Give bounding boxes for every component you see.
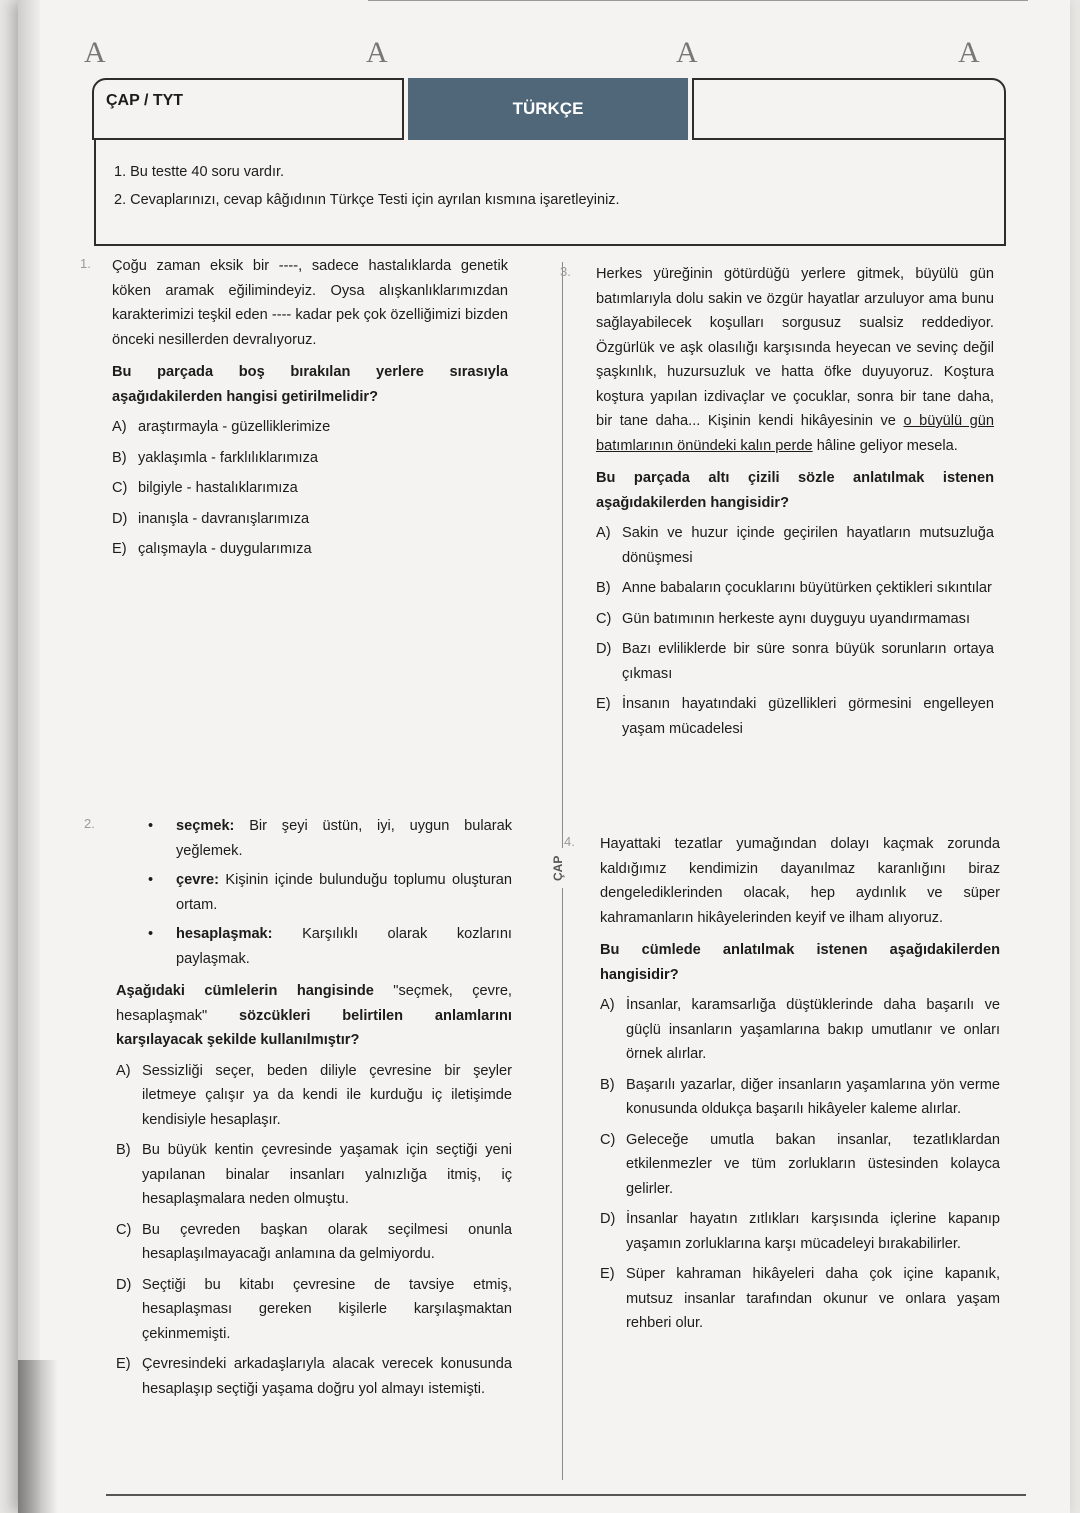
definition-term: hesaplaşmak:: [176, 926, 273, 942]
booklet-letter-3: A: [676, 36, 698, 69]
instruction-2: 2. Cevaplarınızı, cevap kâğıdının Türkçe Testi için ayrılan kısmına işaretleyiniz.: [114, 192, 620, 208]
option-letter: A): [116, 1062, 131, 1079]
option-text: İnsanın hayatındaki güzellikleri görmesini engelleyen yaşam mücadelesi: [622, 696, 994, 737]
question-4-text: Hayattaki tezatlar yumağından dolayı kaçmak zorunda kaldığımız kendimizin dayanılmaz karanlığını biraz dengelediklerinden olacak, hep aydınlık ve süper kahramanların hikâyelerinden keyif ve ilham alıyoruz.: [600, 836, 1000, 926]
definition-item: [144, 868, 512, 917]
answer-option[interactable]: [600, 1262, 1000, 1336]
option-text: Sessizliği seçer, beden diliyle çevresine bir şeyler iletmeye çalışır ya da kendi ile kurduğu iç iletişimde kendisiyle hesaplaşır.: [142, 1062, 512, 1128]
option-text: Gün batımının herkeste aynı duyguyu uyandırmaması: [622, 610, 971, 627]
stem-part: Aşağıdaki cümlelerin hangisinde: [116, 983, 374, 999]
option-letter: D): [116, 1276, 132, 1293]
question-1-text: Çoğu zaman eksik bir ----, sadece hastalıklarda genetik köken aramak eğilimindeyiz. Oysa alışkanlıklarımızdan karakterimizi teşkil eden ---- kadar pek çok özelliğimizi bizden önceki nesillerden devralıyoruz.: [112, 258, 508, 348]
option-letter: B): [116, 1142, 131, 1158]
instructions-box: [94, 140, 1006, 246]
question-3: [596, 262, 994, 747]
subject-title: TÜRKÇE: [512, 99, 584, 118]
option-text: Bu büyük kentin çevresinde yaşamak için seçtiği yeni yapılanan binalar insanları yalnızlığa itmiş, iç hesaplaşmalara neden olmuştu.: [142, 1142, 512, 1207]
question-number: 2.: [84, 816, 95, 831]
question-1-stem: Bu parçada boş bırakılan yerlere sırasıyla aşağıdakilerden hangisi getirilmelidir?: [112, 364, 508, 405]
page-edge-shadow: [18, 0, 40, 1513]
option-letter: D): [600, 1211, 616, 1227]
option-letter: E): [116, 1356, 131, 1372]
bullet: •: [148, 872, 154, 888]
column-tag: ÇAP: [548, 848, 568, 888]
booklet-letter-1: A: [84, 36, 106, 69]
option-text: çalışmayla - duygularımıza: [138, 541, 312, 557]
definition-item: [144, 814, 512, 863]
option-letter: C): [600, 1131, 616, 1148]
answer-option[interactable]: [596, 607, 994, 632]
bullet: •: [148, 818, 154, 834]
answer-option[interactable]: [596, 692, 994, 741]
definition-term: seçmek:: [176, 818, 235, 834]
definition-list: [116, 814, 512, 971]
question-2: [116, 814, 512, 1407]
question-number: 4.: [564, 834, 575, 849]
question-3-text: [596, 262, 994, 458]
option-text: bilgiyle - hastalıklarımıza: [138, 480, 298, 496]
page-corner-shadow: [18, 1360, 58, 1513]
answer-option[interactable]: [116, 1059, 512, 1133]
option-text: İnsanlar hayatın zıtlıkları karşısında içlerine kapanıp yaşamın zorluklarına karşı mücadeleyi bırakabilirler.: [626, 1211, 1000, 1252]
answer-option[interactable]: [112, 415, 508, 440]
answer-option[interactable]: [116, 1352, 512, 1401]
option-letter: E): [112, 541, 127, 557]
answer-option[interactable]: [600, 1073, 1000, 1122]
option-text: Bazı evliliklerde bir süre sonra büyük sorunların ortaya çıkması: [622, 641, 994, 682]
definition-text: Bir şeyi üstün, iyi, uygun bularak yeğlemek.: [176, 818, 512, 859]
booklet-letter-4: A: [958, 36, 980, 69]
definition-term: çevre:: [176, 872, 220, 888]
question-3-stem: Bu parçada altı çizili sözle anlatılmak istenen aşağıdakilerden hangisidir?: [596, 470, 994, 511]
question-4-stem: Bu cümlede anlatılmak istenen aşağıdakilerden hangisidir?: [600, 942, 1000, 983]
definition-text: Karşılıklı olarak kozlarını paylaşmak.: [176, 926, 512, 967]
stem-quoted-words: "seçmek, çevre, hesaplaşmak": [116, 983, 512, 1024]
option-letter: D): [596, 641, 612, 657]
exam-page: [18, 0, 1070, 1513]
option-letter: E): [596, 696, 611, 712]
answer-option[interactable]: [596, 637, 994, 686]
question-number: 3.: [560, 264, 571, 279]
option-text: Seçtiği bu kitabı çevresine de tavsiye etmiş, hesaplaşması gereken kişilerle karşılaşmaktan çekinmemişti.: [142, 1276, 512, 1342]
answer-option[interactable]: [116, 1273, 512, 1347]
option-text: Anne babaların çocuklarını büyütürken çektikleri sıkıntılar: [622, 580, 992, 596]
bottom-rule: [106, 1494, 1026, 1496]
answer-option[interactable]: [116, 1138, 512, 1212]
option-letter: B): [600, 1076, 615, 1093]
underlined-phrase: o büyülü gün batımlarının önündeki kalın perde: [596, 413, 994, 454]
stem-part: sözcükleri belirtilen anlamlarını karşılayacak şekilde kullanılmıştır?: [116, 1007, 512, 1048]
option-text: Çevresindeki arkadaşlarıyla alacak verecek konusunda hesaplaşıp seçtiği yaşama doğru yol almayı istemişti.: [142, 1356, 512, 1397]
booklet-letter-2: A: [366, 36, 388, 69]
bullet: •: [148, 926, 154, 942]
option-text: inanışla - davranışlarımıza: [138, 510, 310, 527]
instruction-1: 1. Bu testte 40 soru vardır.: [114, 164, 285, 180]
question-2-stem: [116, 979, 512, 1053]
option-letter: B): [596, 580, 611, 596]
option-letter: C): [112, 480, 128, 496]
exam-label-box: [92, 78, 404, 140]
question-number: 1.: [80, 256, 91, 271]
option-text: Sakin ve huzur içinde geçirilen hayatların mutsuzluğa dönüşmesi: [622, 525, 994, 566]
subject-banner: [408, 78, 688, 140]
option-letter: C): [596, 610, 612, 627]
option-letter: A): [600, 997, 615, 1013]
answer-option[interactable]: [112, 446, 508, 471]
option-text: Başarılı yazarlar, diğer insanların yaşamlarına yön verme konusunda oldukça başarılı hikâyeler kaleme alırlar.: [626, 1076, 1000, 1117]
option-text: araştırmayla - güzelliklerimize: [138, 419, 331, 435]
answer-option[interactable]: [112, 537, 508, 562]
option-text: Bu çevreden başkan olarak seçilmesi onunla hesaplaşılmayacağı anlamına da gelmiyordu.: [142, 1221, 512, 1262]
header-right-box: [692, 78, 1006, 140]
option-letter: A): [596, 525, 611, 541]
question-1: [112, 254, 508, 568]
definition-text: Kişinin içinde bulunduğu toplumu oluşturan ortam.: [176, 872, 513, 913]
passage-text: hâline geliyor mesela.: [816, 437, 958, 454]
answer-option[interactable]: [112, 476, 508, 501]
answer-option[interactable]: [596, 576, 994, 601]
option-text: yaklaşımla - farklılıklarımıza: [138, 449, 319, 466]
option-letter: C): [116, 1221, 132, 1238]
option-letter: A): [112, 419, 127, 435]
option-text: Süper kahraman hikâyeleri daha çok içine kapanık, mutsuz insanlar tarafından okunur ve onlara yaşam rehberi olur.: [626, 1266, 1000, 1331]
answer-option[interactable]: [600, 993, 1000, 1067]
exam-label: ÇAP / TYT: [106, 92, 184, 109]
answer-option[interactable]: [596, 521, 994, 570]
option-text: İnsanlar, karamsarlığa düştüklerinde daha başarılı ve güçlü insanların yaşamlarına bakıp umutlanır ve onları örnek alırlar.: [626, 997, 1000, 1062]
answer-option[interactable]: [116, 1218, 512, 1267]
question-4: [600, 832, 1000, 1342]
option-letter: D): [112, 510, 128, 527]
passage-text: Herkes yüreğinin götürdüğü yerlere gitmek, büyülü gün batımlarıyla dolu sakin ve özgür hayatlar arzuluyor ama bunu sağlayabilecek koşulları sorgusuz sualsiz reddediyor. Özgürlük ve aşk olasılığı karşısında heyecan ve sevinç değil şaşkınlık, huzursuzluk ve hatta öfke duyuyoruz. Koştura koştura yapılan izdivaçlar ve çocuklar, sonra bir tane daha, bir tane daha... Kişinin kendi hikâyesinin ve: [596, 266, 994, 429]
definition-item: [144, 922, 512, 971]
top-rule: [368, 0, 1028, 1]
answer-option[interactable]: [600, 1207, 1000, 1256]
option-letter: E): [600, 1266, 615, 1282]
option-letter: B): [112, 449, 127, 466]
answer-option[interactable]: [600, 1128, 1000, 1202]
option-text: Geleceğe umutla bakan insanlar, tezatlıklardan etkilenmezler ve tüm zorlukların üstesinden kolayca gelirler.: [626, 1131, 1000, 1197]
answer-option[interactable]: [112, 507, 508, 532]
